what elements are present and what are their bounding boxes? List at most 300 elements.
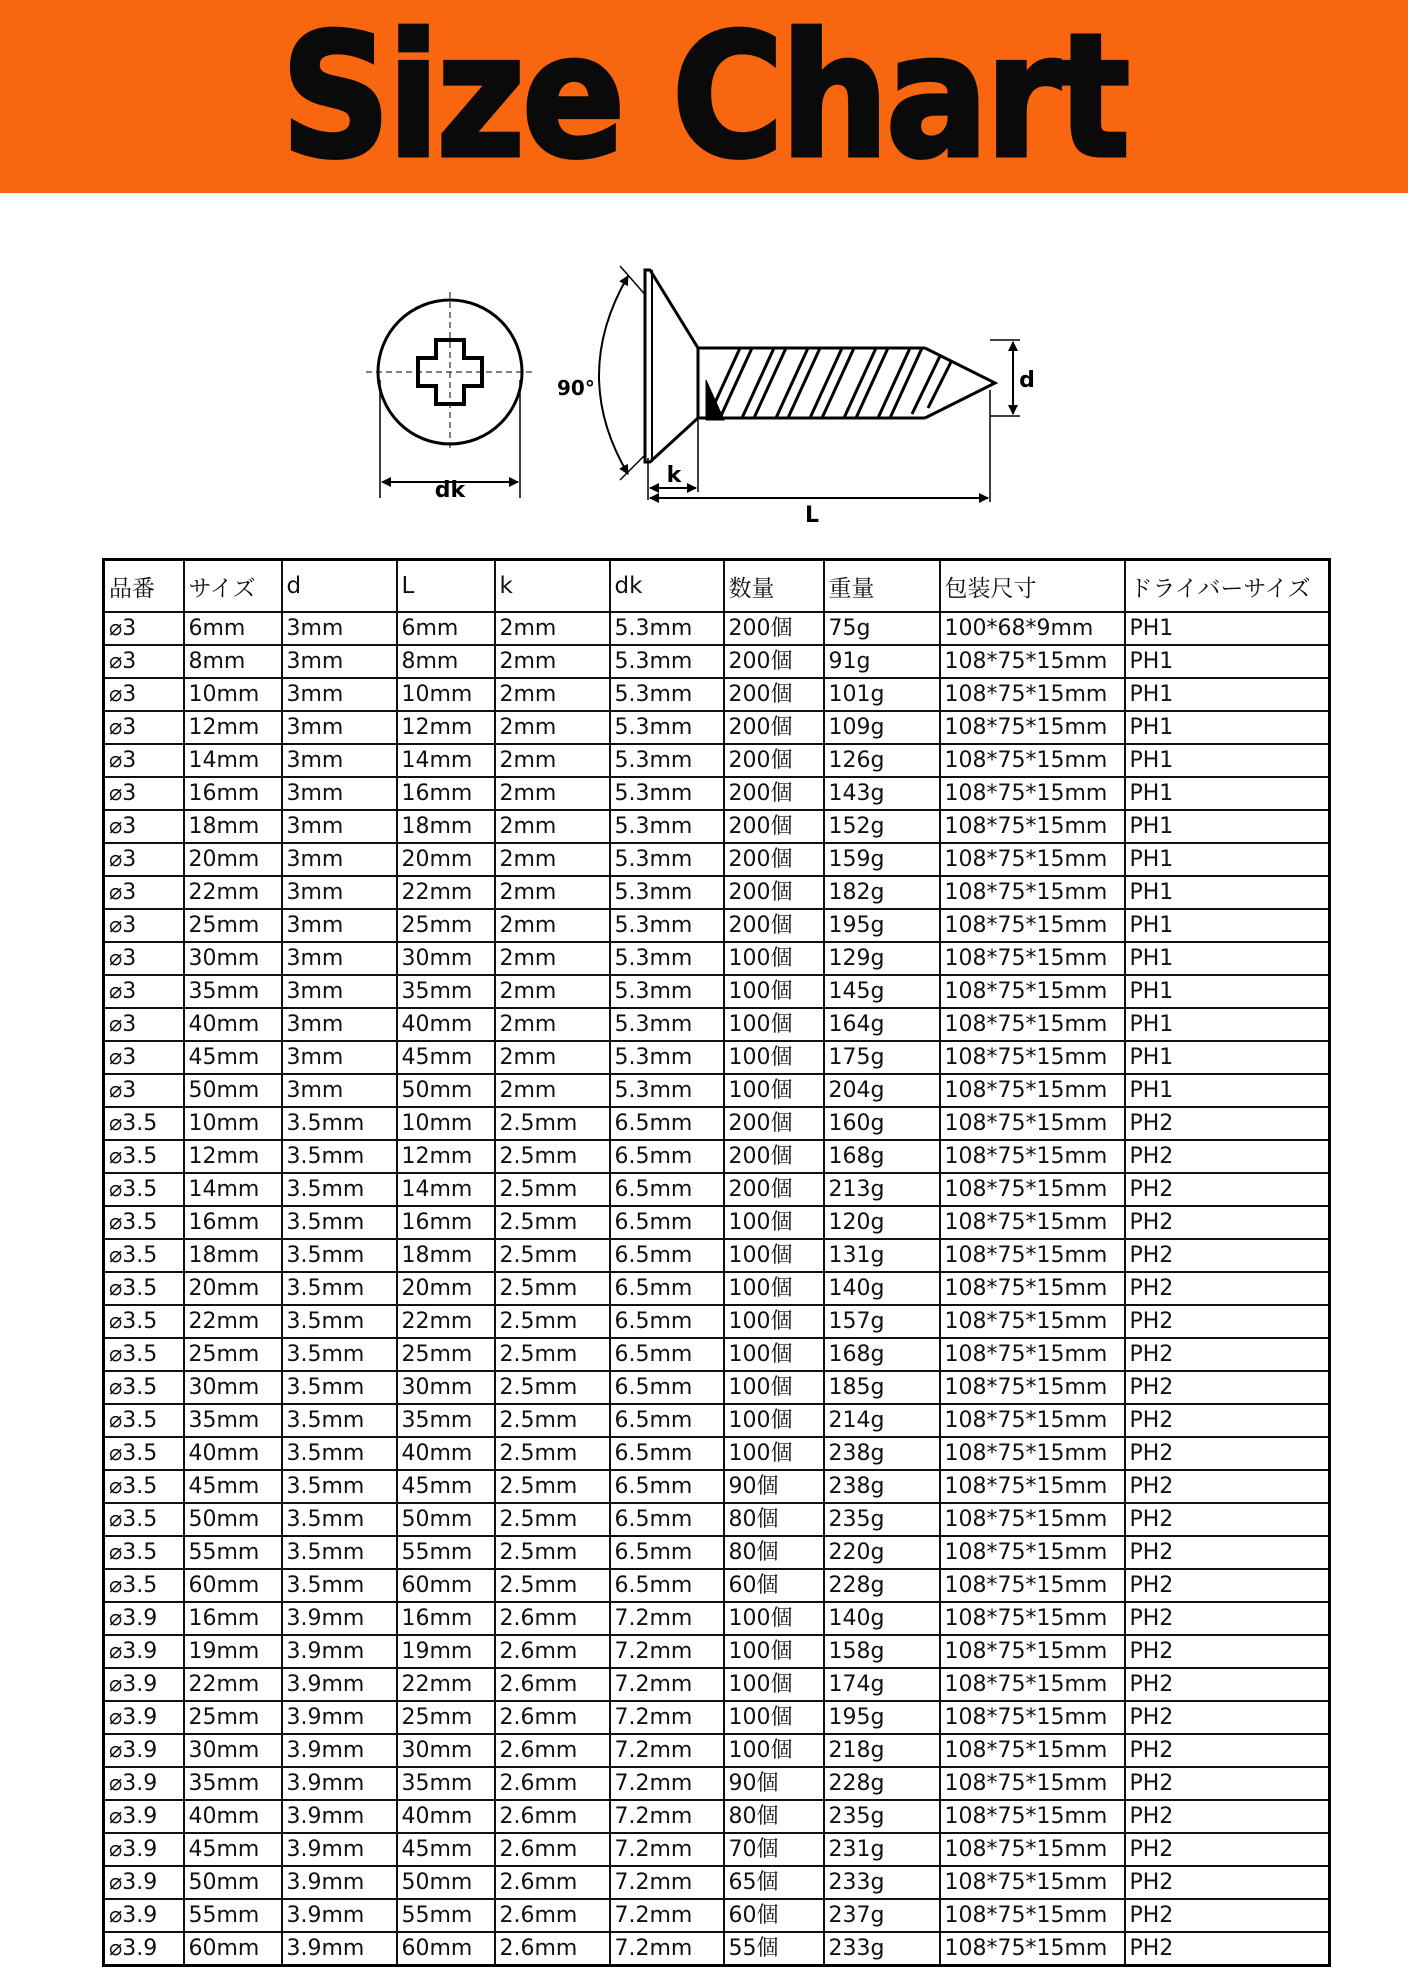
quantity-cell: 100個 [724, 1041, 824, 1074]
size-cell: 45mm [184, 1041, 282, 1074]
weight-cell: 238g [824, 1470, 940, 1503]
d-cell: 3.9mm [282, 1932, 397, 1966]
part-number-cell: ⌀3.5 [104, 1569, 184, 1602]
dk-cell: 6.5mm [610, 1569, 724, 1602]
package-size-cell: 108*75*15mm [940, 876, 1125, 909]
d-cell: 3.5mm [282, 1371, 397, 1404]
L-cell: 30mm [397, 1371, 495, 1404]
part-number-cell: ⌀3.5 [104, 1206, 184, 1239]
column-header: 包装尺寸 [940, 560, 1125, 613]
part-number-cell: ⌀3 [104, 876, 184, 909]
d-cell: 3mm [282, 843, 397, 876]
part-number-cell: ⌀3.5 [104, 1173, 184, 1206]
dk-cell: 7.2mm [610, 1701, 724, 1734]
weight-cell: 109g [824, 711, 940, 744]
size-cell: 30mm [184, 942, 282, 975]
L-cell: 18mm [397, 810, 495, 843]
quantity-cell: 200個 [724, 810, 824, 843]
dk-cell: 5.3mm [610, 909, 724, 942]
quantity-cell: 100個 [724, 1668, 824, 1701]
part-number-cell: ⌀3.5 [104, 1503, 184, 1536]
part-number-cell: ⌀3.5 [104, 1239, 184, 1272]
table-body [104, 612, 1330, 1966]
package-size-cell: 100*68*9mm [940, 612, 1125, 645]
quantity-cell: 200個 [724, 645, 824, 678]
package-size-cell: 108*75*15mm [940, 1173, 1125, 1206]
L-cell: 22mm [397, 1668, 495, 1701]
L-cell: 25mm [397, 909, 495, 942]
k-cell: 2mm [495, 1008, 610, 1041]
table-row [104, 1668, 1330, 1701]
driver-size-cell: PH1 [1125, 1041, 1330, 1074]
weight-cell: 143g [824, 777, 940, 810]
quantity-cell: 100個 [724, 1074, 824, 1107]
k-cell: 2.6mm [495, 1800, 610, 1833]
d-cell: 3.9mm [282, 1866, 397, 1899]
weight-cell: 159g [824, 843, 940, 876]
screw-drawing [0, 230, 1408, 530]
size-cell: 22mm [184, 1668, 282, 1701]
k-cell: 2mm [495, 744, 610, 777]
weight-cell: 204g [824, 1074, 940, 1107]
table-row [104, 612, 1330, 645]
driver-size-cell: PH1 [1125, 1008, 1330, 1041]
L-cell: 14mm [397, 1173, 495, 1206]
size-cell: 20mm [184, 1272, 282, 1305]
L-cell: 8mm [397, 645, 495, 678]
angle-annotation [599, 266, 648, 480]
driver-size-cell: PH2 [1125, 1206, 1330, 1239]
k-cell: 2.6mm [495, 1932, 610, 1966]
L-cell: 35mm [397, 1404, 495, 1437]
part-number-cell: ⌀3.9 [104, 1932, 184, 1966]
column-header: 数量 [724, 560, 824, 613]
d-cell: 3.5mm [282, 1338, 397, 1371]
length-dimension [650, 390, 990, 502]
weight-cell: 238g [824, 1437, 940, 1470]
size-cell: 16mm [184, 1602, 282, 1635]
weight-cell: 213g [824, 1173, 940, 1206]
part-number-cell: ⌀3.5 [104, 1437, 184, 1470]
k-cell: 2.6mm [495, 1734, 610, 1767]
size-cell: 8mm [184, 645, 282, 678]
L-cell: 60mm [397, 1932, 495, 1966]
driver-size-cell: PH2 [1125, 1833, 1330, 1866]
weight-cell: 126g [824, 744, 940, 777]
driver-size-cell: PH2 [1125, 1503, 1330, 1536]
k-cell: 2mm [495, 810, 610, 843]
size-cell: 10mm [184, 1107, 282, 1140]
package-size-cell: 108*75*15mm [940, 1107, 1125, 1140]
driver-size-cell: PH1 [1125, 711, 1330, 744]
L-cell: 19mm [397, 1635, 495, 1668]
size-cell: 18mm [184, 1239, 282, 1272]
dk-cell: 5.3mm [610, 777, 724, 810]
package-size-cell: 108*75*15mm [940, 1833, 1125, 1866]
driver-size-cell: PH2 [1125, 1536, 1330, 1569]
title-banner [0, 0, 1408, 196]
part-number-cell: ⌀3.5 [104, 1404, 184, 1437]
driver-size-cell: PH2 [1125, 1338, 1330, 1371]
part-number-cell: ⌀3.5 [104, 1305, 184, 1338]
package-size-cell: 108*75*15mm [940, 1041, 1125, 1074]
size-cell: 35mm [184, 1767, 282, 1800]
L-cell: 16mm [397, 1602, 495, 1635]
d-cell: 3.5mm [282, 1140, 397, 1173]
L-cell: 12mm [397, 711, 495, 744]
table-row [104, 1932, 1330, 1966]
package-size-cell: 108*75*15mm [940, 843, 1125, 876]
weight-cell: 235g [824, 1503, 940, 1536]
package-size-cell: 108*75*15mm [940, 1437, 1125, 1470]
table-row [104, 1536, 1330, 1569]
part-number-cell: ⌀3.9 [104, 1668, 184, 1701]
weight-cell: 228g [824, 1767, 940, 1800]
k-cell: 2mm [495, 678, 610, 711]
L-cell: 55mm [397, 1536, 495, 1569]
size-cell: 19mm [184, 1635, 282, 1668]
table-row [104, 1371, 1330, 1404]
part-number-cell: ⌀3.9 [104, 1734, 184, 1767]
part-number-cell: ⌀3.9 [104, 1767, 184, 1800]
weight-cell: 160g [824, 1107, 940, 1140]
package-size-cell: 108*75*15mm [940, 645, 1125, 678]
driver-size-cell: PH2 [1125, 1239, 1330, 1272]
d-cell: 3mm [282, 1074, 397, 1107]
size-cell: 10mm [184, 678, 282, 711]
size-table [102, 558, 1331, 1967]
weight-cell: 157g [824, 1305, 940, 1338]
weight-cell: 174g [824, 1668, 940, 1701]
d-cell: 3mm [282, 612, 397, 645]
k-cell: 2.5mm [495, 1569, 610, 1602]
driver-size-cell: PH2 [1125, 1602, 1330, 1635]
k-cell: 2.5mm [495, 1371, 610, 1404]
weight-cell: 182g [824, 876, 940, 909]
quantity-cell: 80個 [724, 1800, 824, 1833]
driver-size-cell: PH2 [1125, 1635, 1330, 1668]
quantity-cell: 200個 [724, 843, 824, 876]
d-cell: 3mm [282, 711, 397, 744]
d-cell: 3mm [282, 942, 397, 975]
quantity-cell: 200個 [724, 909, 824, 942]
d-cell: 3.5mm [282, 1503, 397, 1536]
k-cell: 2.5mm [495, 1206, 610, 1239]
dk-cell: 7.2mm [610, 1800, 724, 1833]
part-number-cell: ⌀3.5 [104, 1338, 184, 1371]
table-row [104, 1635, 1330, 1668]
L-cell: 20mm [397, 1272, 495, 1305]
quantity-cell: 100個 [724, 1371, 824, 1404]
size-cell: 35mm [184, 975, 282, 1008]
part-number-cell: ⌀3 [104, 975, 184, 1008]
driver-size-cell: PH2 [1125, 1305, 1330, 1338]
driver-size-cell: PH2 [1125, 1437, 1330, 1470]
k-cell: 2.5mm [495, 1338, 610, 1371]
size-cell: 16mm [184, 1206, 282, 1239]
table-row [104, 1767, 1330, 1800]
part-number-cell: ⌀3 [104, 645, 184, 678]
part-number-cell: ⌀3 [104, 843, 184, 876]
quantity-cell: 200個 [724, 612, 824, 645]
column-header: ドライバーサイズ [1125, 560, 1330, 613]
part-number-cell: ⌀3 [104, 678, 184, 711]
quantity-cell: 200個 [724, 876, 824, 909]
d-cell: 3mm [282, 678, 397, 711]
driver-size-cell: PH2 [1125, 1734, 1330, 1767]
weight-cell: 140g [824, 1272, 940, 1305]
package-size-cell: 108*75*15mm [940, 1272, 1125, 1305]
package-size-cell: 108*75*15mm [940, 810, 1125, 843]
table-row [104, 1338, 1330, 1371]
L-cell: 22mm [397, 876, 495, 909]
weight-cell: 91g [824, 645, 940, 678]
d-cell: 3.5mm [282, 1272, 397, 1305]
package-size-cell: 108*75*15mm [940, 1140, 1125, 1173]
weight-cell: 218g [824, 1734, 940, 1767]
L-cell: 12mm [397, 1140, 495, 1173]
quantity-cell: 100個 [724, 1635, 824, 1668]
size-cell: 50mm [184, 1503, 282, 1536]
table-header-row [104, 560, 1330, 613]
table-row [104, 1866, 1330, 1899]
table-row [104, 1041, 1330, 1074]
driver-size-cell: PH2 [1125, 1371, 1330, 1404]
L-cell: 55mm [397, 1899, 495, 1932]
k-cell: 2.5mm [495, 1173, 610, 1206]
L-cell: 45mm [397, 1833, 495, 1866]
k-cell: 2.5mm [495, 1305, 610, 1338]
L-cell: 14mm [397, 744, 495, 777]
L-cell: 50mm [397, 1503, 495, 1536]
table-row [104, 1503, 1330, 1536]
column-header: L [397, 560, 495, 613]
quantity-cell: 100個 [724, 1437, 824, 1470]
d-cell: 3.5mm [282, 1173, 397, 1206]
weight-cell: 220g [824, 1536, 940, 1569]
driver-size-cell: PH1 [1125, 744, 1330, 777]
driver-size-cell: PH2 [1125, 1173, 1330, 1206]
L-label: L [804, 503, 820, 528]
table-row [104, 1272, 1330, 1305]
L-cell: 6mm [397, 612, 495, 645]
package-size-cell: 108*75*15mm [940, 777, 1125, 810]
k-cell: 2mm [495, 645, 610, 678]
table-row [104, 810, 1330, 843]
size-cell: 25mm [184, 909, 282, 942]
weight-cell: 233g [824, 1866, 940, 1899]
d-cell: 3.5mm [282, 1536, 397, 1569]
size-cell: 50mm [184, 1866, 282, 1899]
k-cell: 2mm [495, 1041, 610, 1074]
dk-cell: 7.2mm [610, 1602, 724, 1635]
quantity-cell: 200個 [724, 777, 824, 810]
driver-size-cell: PH1 [1125, 810, 1330, 843]
d-cell: 3.5mm [282, 1206, 397, 1239]
driver-size-cell: PH2 [1125, 1569, 1330, 1602]
d-cell: 3.5mm [282, 1569, 397, 1602]
dk-cell: 7.2mm [610, 1668, 724, 1701]
driver-size-cell: PH2 [1125, 1767, 1330, 1800]
dk-cell: 6.5mm [610, 1470, 724, 1503]
L-cell: 22mm [397, 1305, 495, 1338]
package-size-cell: 108*75*15mm [940, 1503, 1125, 1536]
dk-cell: 7.2mm [610, 1899, 724, 1932]
quantity-cell: 200個 [724, 1173, 824, 1206]
size-cell: 22mm [184, 1305, 282, 1338]
k-cell: 2.6mm [495, 1668, 610, 1701]
size-cell: 45mm [184, 1470, 282, 1503]
size-cell: 40mm [184, 1800, 282, 1833]
dk-cell: 6.5mm [610, 1305, 724, 1338]
k-cell: 2mm [495, 843, 610, 876]
part-number-cell: ⌀3.5 [104, 1470, 184, 1503]
quantity-cell: 80個 [724, 1503, 824, 1536]
d-cell: 3mm [282, 1008, 397, 1041]
k-cell: 2.5mm [495, 1404, 610, 1437]
table-row [104, 1074, 1330, 1107]
dk-cell: 7.2mm [610, 1767, 724, 1800]
k-cell: 2.6mm [495, 1833, 610, 1866]
driver-size-cell: PH2 [1125, 1140, 1330, 1173]
d-cell: 3mm [282, 810, 397, 843]
dk-cell: 5.3mm [610, 612, 724, 645]
part-number-cell: ⌀3 [104, 1008, 184, 1041]
k-cell: 2.6mm [495, 1701, 610, 1734]
dk-cell: 6.5mm [610, 1173, 724, 1206]
table-row [104, 1437, 1330, 1470]
dk-cell: 7.2mm [610, 1866, 724, 1899]
package-size-cell: 108*75*15mm [940, 1602, 1125, 1635]
package-size-cell: 108*75*15mm [940, 1800, 1125, 1833]
k-cell: 2mm [495, 612, 610, 645]
table-row [104, 1899, 1330, 1932]
weight-cell: 140g [824, 1602, 940, 1635]
screw-diagram [0, 230, 1408, 530]
part-number-cell: ⌀3.9 [104, 1800, 184, 1833]
k-cell: 2.5mm [495, 1239, 610, 1272]
package-size-cell: 108*75*15mm [940, 744, 1125, 777]
driver-size-cell: PH2 [1125, 1800, 1330, 1833]
table-row [104, 975, 1330, 1008]
L-cell: 40mm [397, 1008, 495, 1041]
L-cell: 40mm [397, 1800, 495, 1833]
dk-cell: 6.5mm [610, 1107, 724, 1140]
part-number-cell: ⌀3 [104, 711, 184, 744]
column-header: 重量 [824, 560, 940, 613]
package-size-cell: 108*75*15mm [940, 975, 1125, 1008]
table-row [104, 678, 1330, 711]
d-label: d [1019, 368, 1035, 393]
d-dimension [990, 340, 1020, 416]
d-cell: 3mm [282, 645, 397, 678]
quantity-cell: 55個 [724, 1932, 824, 1966]
L-cell: 45mm [397, 1041, 495, 1074]
k-cell: 2.5mm [495, 1470, 610, 1503]
quantity-cell: 200個 [724, 678, 824, 711]
L-cell: 16mm [397, 777, 495, 810]
size-cell: 55mm [184, 1899, 282, 1932]
k-cell: 2.5mm [495, 1503, 610, 1536]
weight-cell: 237g [824, 1899, 940, 1932]
size-cell: 22mm [184, 876, 282, 909]
driver-size-cell: PH1 [1125, 843, 1330, 876]
driver-size-cell: PH1 [1125, 678, 1330, 711]
size-cell: 20mm [184, 843, 282, 876]
L-cell: 30mm [397, 942, 495, 975]
size-cell: 14mm [184, 744, 282, 777]
package-size-cell: 108*75*15mm [940, 1371, 1125, 1404]
k-cell: 2.5mm [495, 1140, 610, 1173]
table-row [104, 777, 1330, 810]
dk-cell: 6.5mm [610, 1437, 724, 1470]
package-size-cell: 108*75*15mm [940, 1899, 1125, 1932]
table-row [104, 1008, 1330, 1041]
weight-cell: 168g [824, 1338, 940, 1371]
k-cell: 2.5mm [495, 1536, 610, 1569]
quantity-cell: 65個 [724, 1866, 824, 1899]
table-row [104, 843, 1330, 876]
driver-size-cell: PH2 [1125, 1668, 1330, 1701]
table-row [104, 1206, 1330, 1239]
package-size-cell: 108*75*15mm [940, 1569, 1125, 1602]
driver-size-cell: PH2 [1125, 1899, 1330, 1932]
dk-cell: 5.3mm [610, 975, 724, 1008]
dk-cell: 7.2mm [610, 1734, 724, 1767]
L-cell: 50mm [397, 1074, 495, 1107]
weight-cell: 195g [824, 909, 940, 942]
k-cell: 2.6mm [495, 1635, 610, 1668]
dk-cell: 5.3mm [610, 1008, 724, 1041]
dk-cell: 6.5mm [610, 1536, 724, 1569]
L-cell: 20mm [397, 843, 495, 876]
size-cell: 12mm [184, 1140, 282, 1173]
weight-cell: 185g [824, 1371, 940, 1404]
part-number-cell: ⌀3 [104, 1041, 184, 1074]
package-size-cell: 108*75*15mm [940, 1734, 1125, 1767]
table-row [104, 1734, 1330, 1767]
quantity-cell: 200個 [724, 1107, 824, 1140]
d-cell: 3mm [282, 909, 397, 942]
weight-cell: 75g [824, 612, 940, 645]
size-cell: 12mm [184, 711, 282, 744]
size-cell: 25mm [184, 1701, 282, 1734]
table-row [104, 1833, 1330, 1866]
part-number-cell: ⌀3 [104, 777, 184, 810]
table-row [104, 744, 1330, 777]
driver-size-cell: PH1 [1125, 975, 1330, 1008]
driver-size-cell: PH2 [1125, 1701, 1330, 1734]
dk-cell: 6.5mm [610, 1239, 724, 1272]
weight-cell: 214g [824, 1404, 940, 1437]
package-size-cell: 108*75*15mm [940, 1206, 1125, 1239]
weight-cell: 164g [824, 1008, 940, 1041]
d-cell: 3.9mm [282, 1800, 397, 1833]
part-number-cell: ⌀3 [104, 612, 184, 645]
k-cell: 2.6mm [495, 1899, 610, 1932]
driver-size-cell: PH1 [1125, 1074, 1330, 1107]
part-number-cell: ⌀3.5 [104, 1536, 184, 1569]
quantity-cell: 70個 [724, 1833, 824, 1866]
part-number-cell: ⌀3.9 [104, 1833, 184, 1866]
part-number-cell: ⌀3.5 [104, 1371, 184, 1404]
quantity-cell: 100個 [724, 942, 824, 975]
dk-cell: 7.2mm [610, 1932, 724, 1966]
dk-cell: 5.3mm [610, 942, 724, 975]
package-size-cell: 108*75*15mm [940, 1470, 1125, 1503]
dk-cell: 5.3mm [610, 1074, 724, 1107]
driver-size-cell: PH1 [1125, 777, 1330, 810]
